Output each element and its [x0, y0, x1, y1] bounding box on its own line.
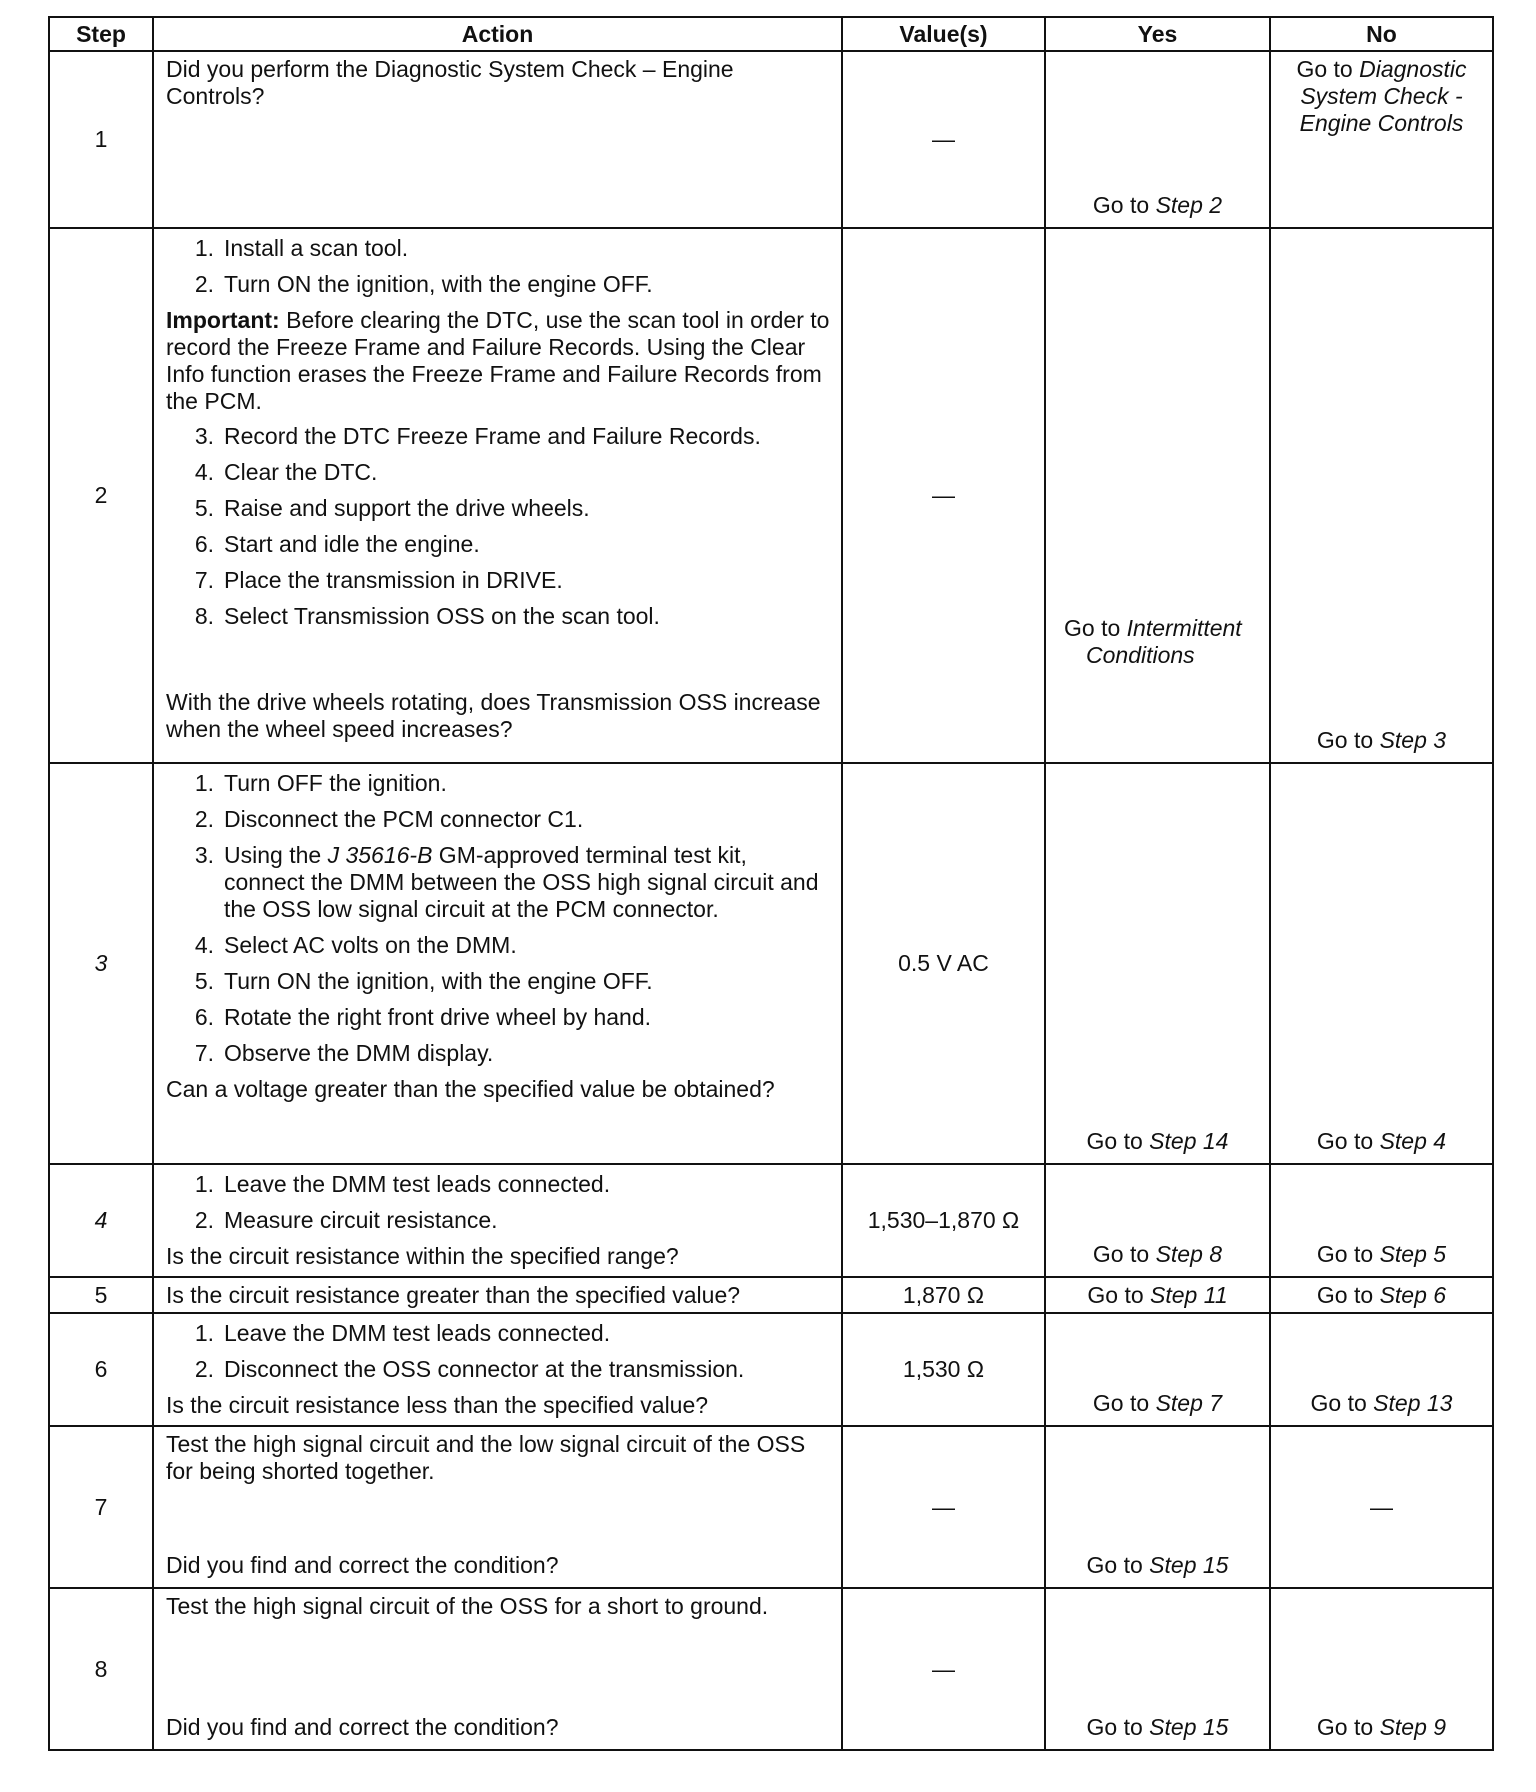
no-cell	[1270, 51, 1493, 228]
value-cell: 1,530–1,870 Ω	[842, 1164, 1045, 1277]
no-link[interactable]: Go to Step 9	[1316, 1714, 1447, 1740]
yes-cell	[1045, 51, 1270, 228]
yes-link[interactable]: Go to Step 11	[1087, 1281, 1228, 1308]
no-cell	[1270, 1277, 1493, 1313]
action-text: Test the high signal circuit of the OSS for a short to ground.	[166, 1593, 769, 1619]
yes-cell	[1045, 1277, 1270, 1313]
table-row	[49, 228, 1493, 763]
header-step: Step	[49, 17, 153, 51]
header-action: Action	[153, 17, 842, 51]
no-cell	[1270, 228, 1493, 763]
yes-cell	[1045, 228, 1270, 763]
list-item: 3. Using the J 35616-B GM-approved terminal test kit, connect the DMM between the OSS high signal circuit and the OSS low signal circuit at the PCM connector.	[194, 842, 819, 922]
question-text: Is the circuit resistance less than the specified value?	[166, 1392, 709, 1418]
action-cell	[153, 1277, 842, 1313]
no-cell	[1270, 1313, 1493, 1426]
header-row	[49, 17, 1493, 51]
yes-cell	[1045, 1426, 1270, 1588]
question-text: Did you find and correct the condition?	[166, 1552, 559, 1578]
yes-link[interactable]: Go to Intermittent Conditions	[1064, 615, 1242, 668]
action-cell	[153, 51, 842, 228]
yes-link[interactable]: Go to Step 2	[1092, 192, 1223, 218]
yes-cell	[1045, 1313, 1270, 1426]
value-cell: —	[842, 51, 1045, 228]
list-item: 6. Start and idle the engine.	[194, 531, 480, 557]
table-row	[49, 1588, 1493, 1750]
procedure-list	[166, 1320, 831, 1383]
yes-link[interactable]: Go to Step 14	[1086, 1128, 1229, 1154]
no-cell	[1270, 1588, 1493, 1750]
diagnostic-table	[48, 16, 1494, 1751]
procedure-list	[166, 1171, 831, 1234]
action-text: Did you perform the Diagnostic System Check – Engine Controls?	[166, 56, 734, 109]
step-number: 4	[49, 1164, 153, 1277]
step-number: 5	[49, 1277, 153, 1313]
no-link[interactable]: Go to Step 13	[1310, 1390, 1453, 1416]
tool-reference: J 35616-B	[327, 842, 433, 868]
list-item: 2. Measure circuit resistance.	[194, 1207, 498, 1233]
yes-cell	[1045, 1164, 1270, 1277]
procedure-list	[166, 423, 831, 630]
important-note: Important: Before clearing the DTC, use the scan tool in order to record the Freeze Frame and Failure Records. Using the Clear Info function erases the Freeze Frame and Failure Records from the PCM.	[166, 307, 830, 414]
list-item: 4. Clear the DTC.	[194, 459, 378, 485]
question-text: With the drive wheels rotating, does Transmission OSS increase when the wheel speed increases?	[166, 689, 821, 742]
step-number: 6	[49, 1313, 153, 1426]
list-item: 1. Leave the DMM test leads connected.	[194, 1171, 611, 1197]
list-item: 2. Disconnect the PCM connector C1.	[194, 806, 584, 832]
action-text: Test the high signal circuit and the low signal circuit of the OSS for being shorted together.	[166, 1431, 806, 1484]
action-cell	[153, 1426, 842, 1588]
value-cell: —	[842, 1426, 1045, 1588]
header-values: Value(s)	[842, 17, 1045, 51]
no-link[interactable]: Go to Step 6	[1316, 1281, 1447, 1308]
action-cell	[153, 1588, 842, 1750]
yes-cell	[1045, 1588, 1270, 1750]
no-link[interactable]: Go to Step 3	[1316, 727, 1447, 753]
table-row	[49, 1313, 1493, 1426]
step-number: 7	[49, 1426, 153, 1588]
step-number: 2	[49, 228, 153, 763]
list-item: 2. Disconnect the OSS connector at the transmission.	[194, 1356, 745, 1382]
no-cell	[1270, 763, 1493, 1164]
action-cell	[153, 228, 842, 763]
no-link[interactable]: Go to Diagnostic System Check - Engine Controls	[1296, 56, 1467, 136]
list-item: 7. Observe the DMM display.	[194, 1040, 494, 1066]
list-item: 1. Leave the DMM test leads connected.	[194, 1320, 611, 1346]
procedure-list	[166, 235, 831, 298]
question-text: Did you find and correct the condition?	[166, 1714, 559, 1740]
list-item: 1. Turn OFF the ignition.	[194, 770, 447, 796]
table-row	[49, 1426, 1493, 1588]
value-cell: 1,870 Ω	[842, 1277, 1045, 1313]
value-cell: 1,530 Ω	[842, 1313, 1045, 1426]
no-link[interactable]: Go to Step 5	[1316, 1241, 1447, 1267]
question-text: Can a voltage greater than the specified value be obtained?	[166, 1076, 775, 1102]
action-cell	[153, 763, 842, 1164]
no-cell	[1270, 1164, 1493, 1277]
table-row	[49, 51, 1493, 228]
yes-link[interactable]: Go to Step 8	[1092, 1241, 1223, 1267]
list-item: 2. Turn ON the ignition, with the engine OFF.	[194, 271, 653, 297]
yes-cell	[1045, 763, 1270, 1164]
no-cell: —	[1270, 1426, 1493, 1588]
no-link[interactable]: Go to Step 4	[1316, 1128, 1447, 1154]
table-row	[49, 763, 1493, 1164]
list-item: 4. Select AC volts on the DMM.	[194, 932, 517, 958]
header-no: No	[1270, 17, 1493, 51]
action-text: Is the circuit resistance greater than the specified value?	[166, 1281, 741, 1308]
action-cell	[153, 1313, 842, 1426]
list-item: 8. Select Transmission OSS on the scan tool.	[194, 603, 660, 629]
yes-link[interactable]: Go to Step 15	[1086, 1714, 1229, 1740]
list-item: 5. Turn ON the ignition, with the engine OFF.	[194, 968, 653, 994]
question-text: Is the circuit resistance within the specified range?	[166, 1243, 679, 1269]
step-number: 3	[49, 763, 153, 1164]
action-cell	[153, 1164, 842, 1277]
value-cell: —	[842, 1588, 1045, 1750]
list-item: 5. Raise and support the drive wheels.	[194, 495, 590, 521]
list-item: 1. Install a scan tool.	[194, 235, 409, 261]
table-row	[49, 1164, 1493, 1277]
yes-link[interactable]: Go to Step 7	[1092, 1390, 1223, 1416]
procedure-list	[166, 770, 831, 1067]
list-item: 7. Place the transmission in DRIVE.	[194, 567, 563, 593]
step-number: 1	[49, 51, 153, 228]
yes-link[interactable]: Go to Step 15	[1086, 1552, 1229, 1578]
value-cell: —	[842, 228, 1045, 763]
list-item: 6. Rotate the right front drive wheel by hand.	[194, 1004, 652, 1030]
step-number: 8	[49, 1588, 153, 1750]
table-row	[49, 1277, 1493, 1313]
header-yes: Yes	[1045, 17, 1270, 51]
list-item: 3. Record the DTC Freeze Frame and Failure Records.	[194, 423, 761, 449]
value-cell: 0.5 V AC	[842, 763, 1045, 1164]
